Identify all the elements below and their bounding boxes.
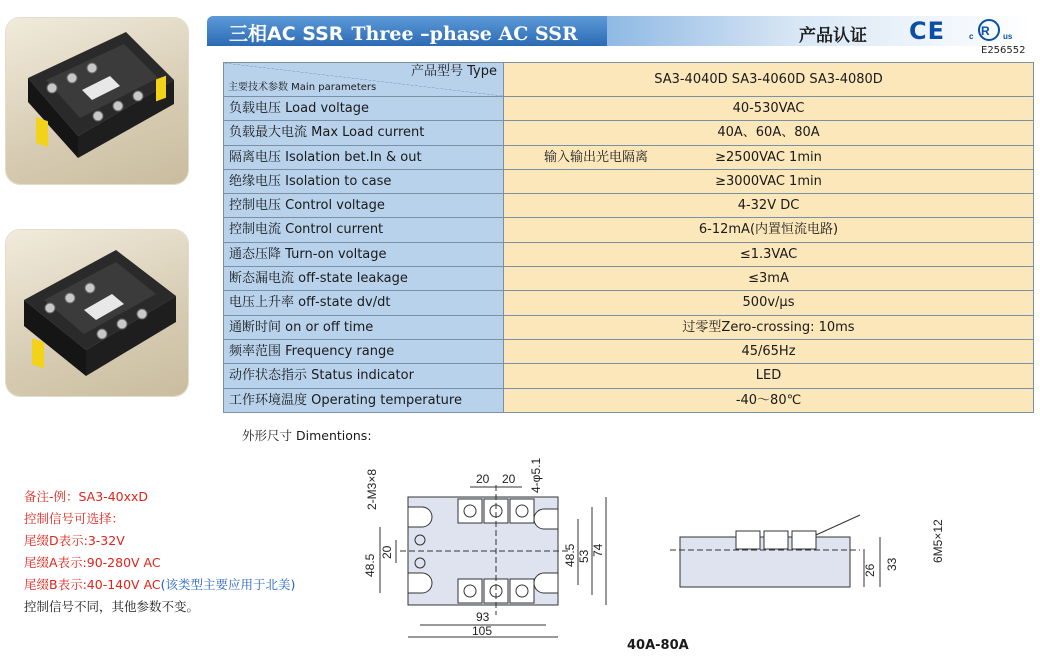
model-caption: 40A-80A [627, 638, 689, 653]
param-value: LED [504, 364, 1034, 388]
param-label: 控制电压 Control voltage [224, 194, 504, 218]
param-value: 过零型Zero-crossing: 10ms [504, 316, 1034, 340]
note-footer: 控制信号不同，其他参数不变。 [24, 599, 200, 614]
table-row [224, 316, 1034, 340]
param-label: 通态压降 Turn-on voltage [224, 243, 504, 267]
dim-spacing-inner: 20 [380, 545, 394, 559]
note-options-title: 控制信号可选择： [24, 511, 125, 526]
dim-height-outer: 48.5 [363, 553, 377, 577]
note-suffix-b-line [24, 576, 295, 594]
svg-text:us: us [1003, 32, 1013, 41]
table-row [224, 170, 1034, 194]
dim-height-total: 74 [591, 543, 605, 557]
header-diagonal-cell [224, 63, 504, 97]
table-row [224, 146, 1034, 170]
param-value: 500v/μs [504, 291, 1034, 315]
dim-hole: 4-φ5.1 [529, 457, 543, 493]
param-label: 电压上升率 off-state dv/dt [224, 291, 504, 315]
header-models: SA3-4040D SA3-4060D SA3-4080D [504, 63, 1034, 97]
param-label: 绝缘电压 Isolation to case [224, 170, 504, 194]
note-suffix-b-region: (该类型主要应用于北美) [160, 577, 296, 592]
cert-number: E256552 [981, 45, 1026, 56]
param-value: ≥3000VAC 1min [504, 170, 1034, 194]
param-value: 40-530VAC [504, 97, 1034, 121]
table-row [224, 121, 1034, 145]
param-label: 通断时间 on or off time [224, 316, 504, 340]
side-view [670, 515, 945, 587]
svg-text:R: R [981, 24, 990, 38]
dim-side-screw: 6M5×12 [931, 519, 945, 563]
title-cn: 三相AC SSR [229, 23, 344, 45]
dim-side-height-total: 33 [885, 557, 899, 571]
dim-width-mount: 93 [476, 610, 490, 624]
product-photo-angle [6, 230, 188, 396]
cert-label: 产品认证 [799, 26, 867, 46]
param-value: 4-32V DC [504, 194, 1034, 218]
dim-height-body: 53 [577, 549, 591, 563]
param-value: -40～80℃ [504, 389, 1034, 413]
product-photo-top [6, 18, 188, 184]
header-type-label: 产品型号 Type [411, 64, 497, 79]
param-value: 40A、60A、80A [504, 121, 1034, 145]
table-row [224, 194, 1034, 218]
note-suffix-d: 尾缀D表示:3-32V [24, 533, 125, 548]
param-value: 45/65Hz [504, 340, 1034, 364]
table-row [224, 291, 1034, 315]
dimension-drawing [360, 445, 960, 640]
param-label: 隔离电压 Isolation bet.In & out [224, 146, 504, 170]
isolation-note: 输入输出光电隔离 [544, 149, 649, 165]
title-en: Three –phase AC SSR [351, 23, 578, 45]
spec-table [223, 62, 1034, 413]
table-row [224, 218, 1034, 242]
table-row [224, 267, 1034, 291]
param-label: 负载电压 Load voltage [224, 97, 504, 121]
dim-side-height-inner: 26 [863, 563, 877, 577]
note-suffix-a: 尾缀A表示:90-280V AC [24, 555, 161, 570]
dimensions-label: 外形尺寸 Dimentions: [242, 428, 372, 443]
ce-mark-icon: CE [909, 17, 946, 45]
top-view [363, 458, 606, 638]
dim-screw: 2-M3×8 [365, 468, 379, 510]
param-value: ≤3mA [504, 267, 1034, 291]
param-label: 负载最大电流 Max Load current [224, 121, 504, 145]
header-params-label: 主要技术参数 Main parameters [228, 82, 377, 93]
param-label: 频率范围 Frequency range [224, 340, 504, 364]
dim-pitch-a: 20 [476, 472, 490, 486]
dim-height-mid: 48.5 [563, 543, 577, 567]
page-title [229, 19, 578, 46]
note-suffix-b: 尾缀B表示:40-140V AC [24, 577, 161, 592]
title-banner [207, 16, 1033, 46]
svg-text:c: c [969, 32, 974, 41]
table-header-row [224, 63, 1034, 97]
param-label: 工作环境温度 Operating temperature [224, 389, 504, 413]
param-label: 控制电流 Control current [224, 218, 504, 242]
dim-pitch-b: 20 [502, 472, 516, 486]
dim-width-total: 105 [472, 624, 493, 638]
note-example: 备注-例：SA3-40xxD [24, 489, 149, 504]
table-row [224, 340, 1034, 364]
table-row [224, 364, 1034, 388]
table-row [224, 389, 1034, 413]
table-row [224, 97, 1034, 121]
param-label: 断态漏电流 off-state leakage [224, 267, 504, 291]
ul-mark-icon [967, 18, 1027, 42]
param-label: 动作状态指示 Status indicator [224, 364, 504, 388]
param-value: ≥2500VAC 1min [715, 149, 822, 165]
param-value: ≤1.3VAC [504, 243, 1034, 267]
param-value: 6-12mA(内置恒流电路) [504, 218, 1034, 242]
param-value-cell [504, 146, 1034, 170]
table-row [224, 243, 1034, 267]
